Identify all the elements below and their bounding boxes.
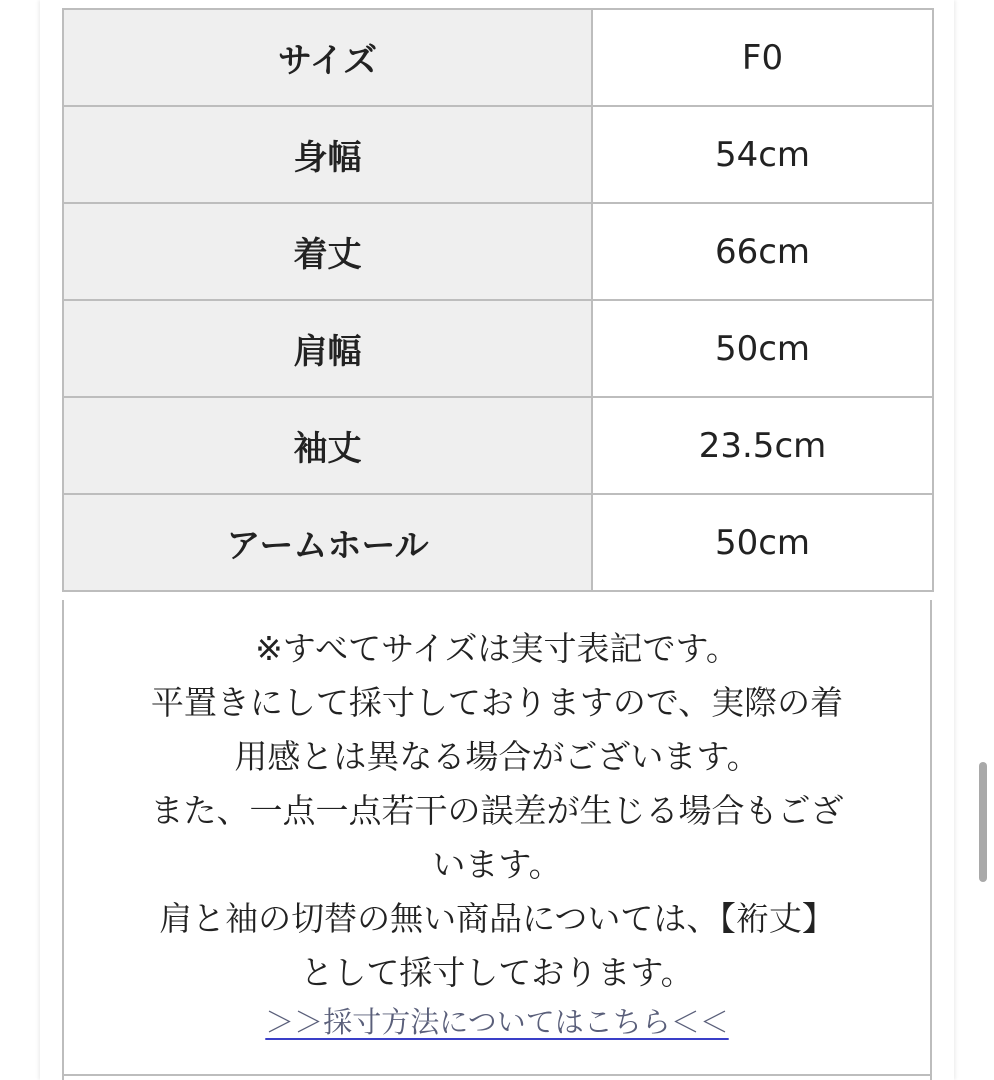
note-line: 肩と袖の切替の無い商品については、【裄丈】 [159,899,835,938]
size-header-value: F0 [592,9,933,106]
note-line: 平置きにして採寸しておりますので、実際の着 [150,683,844,722]
measurement-label: 身幅 [63,106,592,203]
note-line: ※すべてサイズは実寸表記です。 [255,629,739,668]
table-row-header [63,9,933,106]
note-line: として採寸しております。 [300,953,694,992]
measurement-value: 50cm [592,300,933,397]
table-row [63,300,933,397]
measurement-value: 66cm [592,203,933,300]
note-line: また、一点一点若干の誤差が生じる場合もござ [150,791,844,830]
size-header-label: サイズ [63,9,592,106]
measurement-label: アームホール [63,494,592,591]
table-row [63,494,933,591]
scrollbar-thumb[interactable] [979,762,987,882]
table-row [63,106,933,203]
measurement-value: 50cm [592,494,933,591]
measurement-value: 23.5cm [592,397,933,494]
measurement-label: 着丈 [63,203,592,300]
note-line: 用感とは異なる場合がございます。 [234,737,760,776]
size-table [62,8,934,592]
table-row [63,203,933,300]
measurement-label: 肩幅 [63,300,592,397]
note-line: います。 [432,845,562,884]
measurement-method-link[interactable]: ＞＞採寸方法についてはこちら＜＜ [265,1005,729,1039]
measurement-note [62,600,932,1080]
table-bottom-border [62,1074,932,1076]
measurement-label: 袖丈 [63,397,592,494]
table-row [63,397,933,494]
measurement-value: 54cm [592,106,933,203]
note-text [64,600,930,1000]
